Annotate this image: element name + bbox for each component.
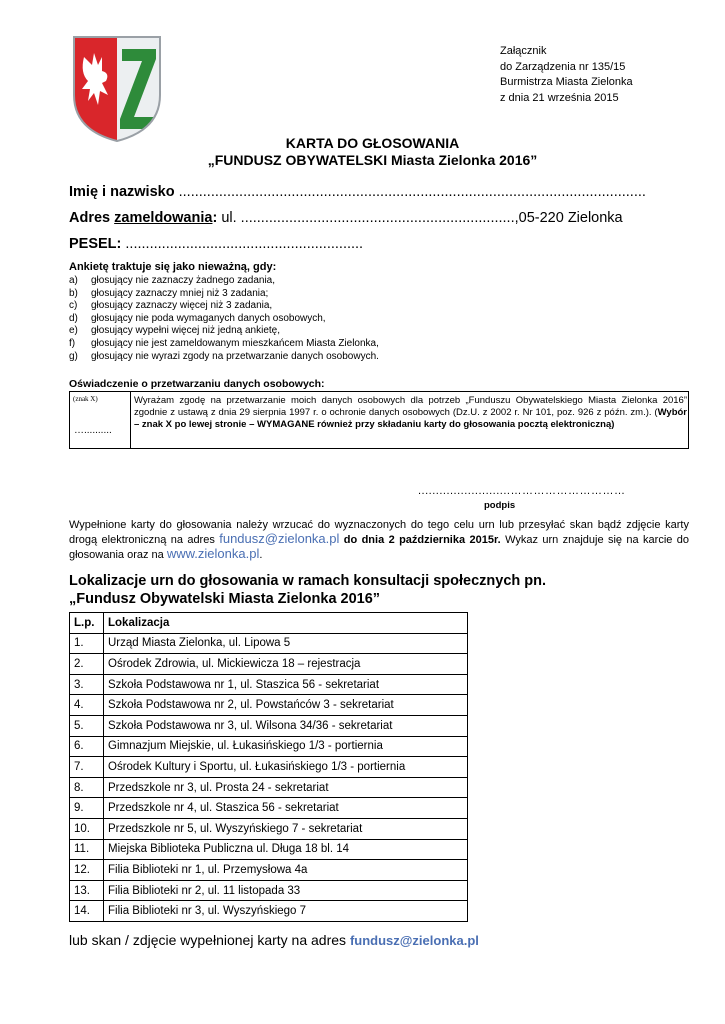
list-text: głosujący nie zaznaczy żadnego zadania, [91,275,276,286]
address-label-colon: : [212,210,218,226]
submission-text-1: Wypełnione karty do głosowania należy wrzucać do wyznaczonych do tego celu urn lub przesyłać skan bądź zdjęcie karty drogą elektroniczną na adres [69,519,689,547]
submission-email-link[interactable]: fundusz@zielonka.pl [219,531,340,547]
list-item [69,275,379,288]
declaration-body: Wyrażam zgodę na przetwarzanie moich danych osobowych dla potrzeb „Funduszu Obywatelskiego Miasta Zielonka 2016” zgodnie z ustawą z dnia 29 sierpnia 1997 r. o ochronie danych osobowych (Dz.U. z 2002 r. Nr 101, poz. 926 z późn. zm.). ( [134,395,687,418]
row-location: Urząd Miasta Zielonka, ul. Lipowa 5 [104,633,468,654]
mark-label: (znak X) [73,395,98,403]
list-letter: b) [69,287,78,299]
list-item [69,325,379,338]
locations-title [69,573,546,608]
table-row [70,757,468,778]
list-letter: d) [69,312,78,324]
footer-email-link[interactable]: fundusz@zielonka.pl [349,933,479,948]
invalid-conditions-heading: Ankietę traktuje się jako nieważną, gdy: [69,261,277,273]
list-text: głosujący nie wyrazi zgody na przetwarzanie danych osobowych. [91,350,379,362]
list-text: głosujący wypełni więcej niż jedną ankietę, [91,325,280,337]
row-location: Szkoła Podstawowa nr 3, ul. Wilsona 34/36 - sekretariat [104,715,468,736]
footer-note [69,932,479,948]
list-letter: g) [69,350,78,362]
list-text: głosujący zaznaczy mniej niż 3 zadania; [91,287,269,299]
address-label: Adres [69,210,115,226]
title-line-1: KARTA DO GŁOSOWANIA [285,135,460,151]
name-label: Imię i nazwisko [69,184,175,200]
annex-line: Burmistrza Miasta Zielonka [500,76,633,88]
submission-instructions [69,518,689,563]
document-title [0,135,725,169]
annex-line: z dnia 21 września 2015 [500,91,619,104]
row-number: 5. [70,715,104,736]
row-location: Przedszkole nr 3, ul. Prosta 24 - sekretariat [104,777,468,798]
row-number: 11. [70,839,104,860]
row-number: 12. [70,860,104,881]
row-number: 10. [70,818,104,839]
website-link[interactable]: www.zielonka.pl [166,546,260,562]
submission-text-2: Wykaz urn znajduje się na karcie do głosowania oraz na [69,534,690,562]
declaration-bold-note: Wybór – znak X po lewej stronie – WYMAGANE również przy składaniu karty do głosowania pocztą elektroniczną) [134,407,687,430]
signature-line[interactable]: ..........................………………………… [418,485,626,497]
list-letter: c) [69,300,78,312]
list-item [69,351,379,364]
annex-note [500,44,633,106]
row-number: 9. [70,798,104,819]
row-location: Przedszkole nr 5, ul. Wyszyńskiego 7 - sekretariat [104,818,468,839]
pesel-label: PESEL: [69,236,122,252]
city-coat-of-arms-logo [72,35,162,143]
table-row [70,777,468,798]
table-row [70,736,468,757]
table-row [70,695,468,716]
annex-line: do Zarządzenia nr 135/15 [500,60,626,73]
list-letter: a) [69,275,78,286]
row-number: 4. [70,695,104,716]
consent-mark-cell[interactable] [70,392,131,448]
list-letter: f) [69,337,76,349]
table-row [70,715,468,736]
row-number: 14. [70,901,104,922]
signature-label: podpis [484,500,516,511]
list-text: głosujący nie jest zameldowanym mieszkańcem Miasta Zielonka, [91,337,379,349]
declaration-box [69,391,689,449]
list-item [69,288,379,301]
row-location: Szkoła Podstawowa nr 2, ul. Powstańców 3 - sekretariat [104,695,468,716]
list-item [69,338,379,351]
table-row [70,901,468,922]
invalid-conditions-list [69,275,379,363]
row-location: Ośrodek Kultury i Sportu, ul. Łukasińskiego 1/3 - portiernia [104,757,468,778]
name-dots: .................................................................................................................... [174,184,646,200]
row-location: Miejska Biblioteka Publiczna ul. Długa 18 bl. 14 [104,839,468,860]
locations-title-line-1: Lokalizacje urn do głosowania w ramach konsultacji społecznych pn. [69,573,547,589]
row-number: 3. [70,674,104,695]
table-row [70,880,468,901]
table-row [70,633,468,654]
list-text: głosujący nie poda wymaganych danych osobowych, [91,312,326,324]
submission-text-3: . [259,549,263,562]
column-header-location: Lokalizacja [104,613,468,634]
row-location: Szkoła Podstawowa nr 1, ul. Staszica 56 - sekretariat [104,674,468,695]
row-location: Gimnazjum Miejskie, ul. Łukasińskiego 1/3 - portiernia [104,736,468,757]
table-row [70,654,468,675]
title-line-2: „FUNDUSZ OBYWATELSKI Miasta Zielonka 2016” [207,152,538,168]
table-row [70,860,468,881]
row-location: Filia Biblioteki nr 1, ul. Przemysłowa 4a [104,860,468,881]
declaration-heading: Oświadczenie o przetwarzaniu danych osobowych: [69,378,325,390]
row-location: Filia Biblioteki nr 3, ul. Wyszyńskiego 7 [104,901,468,922]
list-item [69,313,379,326]
annex-line: Załącznik [500,45,547,57]
table-row [70,839,468,860]
row-number: 6. [70,736,104,757]
address-field[interactable] [69,210,623,226]
pesel-field[interactable] [69,236,363,252]
list-text: głosujący zaznaczy więcej niż 3 zadania, [91,300,273,312]
row-number: 8. [70,777,104,798]
footer-text: lub skan / zdjęcie wypełnionej karty na adres [69,932,350,948]
row-location: Ośrodek Zdrowia, ul. Mickiewicza 18 – rejestracja [104,654,468,675]
column-header-lp: L.p. [70,613,104,634]
row-location: Filia Biblioteki nr 2, ul. 11 listopada 33 [104,880,468,901]
locations-title-line-2: „Fundusz Obywatelski Miasta Zielonka 2016” [69,590,381,607]
locations-table-body [70,633,468,921]
submission-deadline: do dnia 2 października 2015r. [339,534,501,547]
address-label-underlined: zameldowania [114,210,213,226]
table-row [70,818,468,839]
list-letter: e) [69,325,78,337]
locations-table [69,612,468,922]
table-row [70,674,468,695]
mark-dots: ….......... [74,425,112,436]
name-field[interactable] [69,184,646,200]
declaration-text [134,395,687,431]
row-location: Przedszkole nr 4, ul. Staszica 56 - sekretariat [104,798,468,819]
address-value: ul. ....................................................................,05-220 Zielonka [217,210,623,226]
row-number: 2. [70,654,104,675]
row-number: 13. [70,880,104,901]
row-number: 1. [70,633,104,654]
pesel-dots: ........................................................... [121,236,364,252]
table-row [70,798,468,819]
row-number: 7. [70,757,104,778]
table-header-row [70,613,468,634]
list-item [69,300,379,313]
